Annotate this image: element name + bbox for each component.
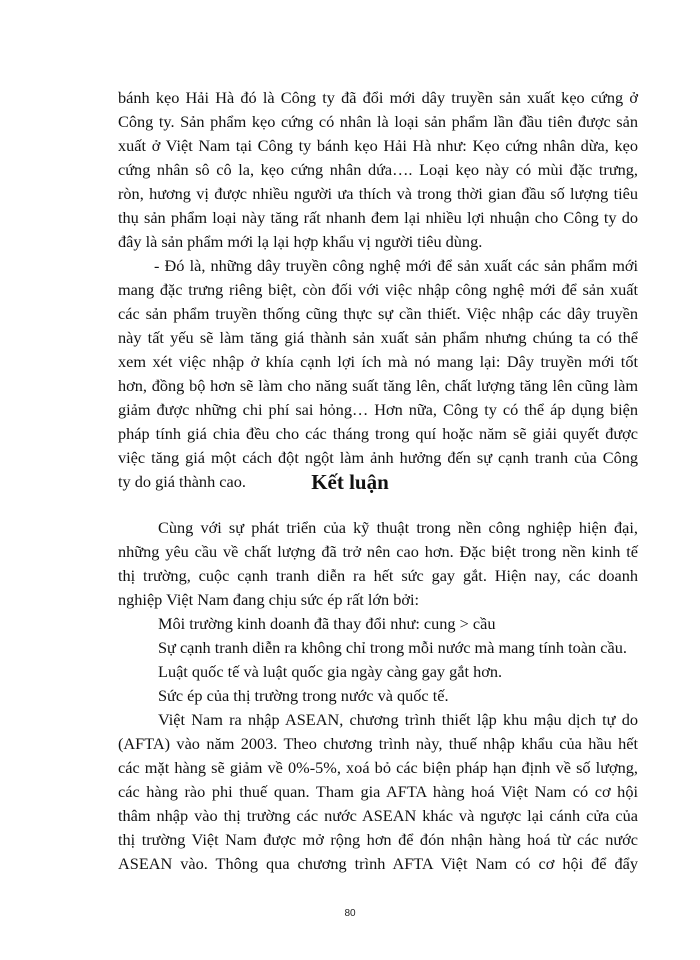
paragraph-line: này tất yếu sẽ làm tăng giá thành sản xuất sản phẩm nhưng chúng ta có thể <box>118 328 638 347</box>
paragraph-line: - Đó là, những dây truyền công nghệ mới để sản xuất các sản phẩm mới <box>154 256 638 275</box>
paragraph-line: mang đặc trưng riêng biệt, còn đối với việc nhập công nghệ mới để sản xuất <box>118 280 638 299</box>
paragraph-line: thâm nhập vào thị trường các nước ASEAN khác và ngược lại cánh cửa của <box>118 806 638 825</box>
paragraph-line: các sản phẩm truyền thống cũng thực sự cần thiết. Việc nhập các dây truyền <box>118 304 638 323</box>
paragraph-line: (AFTA) vào năm 2003. Theo chương trình này, thuế nhập khẩu của hầu hết <box>118 734 638 753</box>
paragraph-line: việc tăng giá một cách đột ngột làm ảnh hưởng đến sự cạnh tranh của Công <box>118 448 638 467</box>
paragraph-line: pháp tính giá chia đều cho các tháng trong quí hoặc năm sẽ giải quyết được <box>118 424 638 443</box>
paragraph-line: những yêu cầu về chất lượng đã trở nên cao hơn. Đặc biệt trong nền kinh tế <box>118 542 638 561</box>
paragraph-line: xuất ở Việt Nam tại Công ty bánh kẹo Hải Hà như: Kẹo cứng nhân dừa, kẹo <box>118 136 638 155</box>
paragraph-line: các hàng rào phi thuế quan. Tham gia AFTA hàng hoá Việt Nam có cơ hội <box>118 782 638 801</box>
list-item: Sức ép của thị trường trong nước và quốc tế. <box>158 686 449 705</box>
paragraph-line: ròn, hương vị được nhiều người ưa thích và trong thời gian đầu số lượng tiêu <box>118 184 638 203</box>
paragraph-line: thụ sản phẩm loại này tăng rất nhanh đem lại nhiều lợi nhuận cho Công ty do <box>118 208 638 227</box>
paragraph-line: Việt Nam ra nhập ASEAN, chương trình thiết lập khu mậu dịch tự do <box>158 710 638 729</box>
paragraph-line: Công ty. Sản phẩm kẹo cứng có nhân là loại sản phẩm lần đầu tiên được sản <box>118 112 638 131</box>
paragraph-line: các mặt hàng sẽ giảm về 0%-5%, xoá bỏ các biện pháp hạn định về số lượng, <box>118 758 638 777</box>
paragraph-line: bánh kẹo Hải Hà đó là Công ty đã đổi mới dây truyền sản xuất kẹo cứng ở <box>118 88 638 107</box>
paragraph-line: ASEAN vào. Thông qua chương trình AFTA Việt Nam có cơ hội để đẩy <box>118 854 638 873</box>
paragraph-line: Cùng với sự phát triển của kỹ thuật trong nền công nghiệp hiện đại, <box>158 518 638 537</box>
paragraph-line: cứng nhân sô cô la, kẹo cứng nhân dứa…. Loại kẹo này có mùi đặc trưng, <box>118 160 638 179</box>
paragraph-line: xem xét việc nhập ở khía cạnh lợi ích mà nó mang lại: Dây truyền mới tốt <box>118 352 638 371</box>
paragraph-line: giảm được những chi phí sai hỏng… Hơn nữa, Công ty có thể áp dụng biện <box>118 400 638 419</box>
list-item: Môi trường kinh doanh đã thay đổi như: cung > cầu <box>158 614 496 633</box>
paragraph-line: đây là sản phẩm mới lạ lại hợp khẩu vị người tiêu dùng. <box>118 232 483 251</box>
paragraph-line: thị trường Việt Nam được mở rộng hơn để đón nhận hàng hoá từ các nước <box>118 830 638 849</box>
paragraph-line: nghiệp Việt Nam đang chịu sức ép rất lớn bởi: <box>118 590 420 609</box>
paragraph-line: ty do giá thành cao. <box>118 472 246 491</box>
paragraph-line: thị trường, cuộc cạnh tranh diễn ra hết sức gay gắt. Hiện nay, các doanh <box>118 566 638 585</box>
list-item: Sự cạnh tranh diễn ra không chỉ trong mỗi nước mà mang tính toàn cầu. <box>158 638 627 657</box>
list-item: Luật quốc tế và luật quốc gia ngày càng gay gắt hơn. <box>158 662 503 681</box>
section-heading: Kết luận <box>311 470 389 494</box>
page-number: 80 <box>344 908 356 919</box>
paragraph-line: hơn, đồng bộ hơn sẽ làm cho năng suất tăng lên, chất lượng tăng lên cũng làm <box>118 376 638 395</box>
